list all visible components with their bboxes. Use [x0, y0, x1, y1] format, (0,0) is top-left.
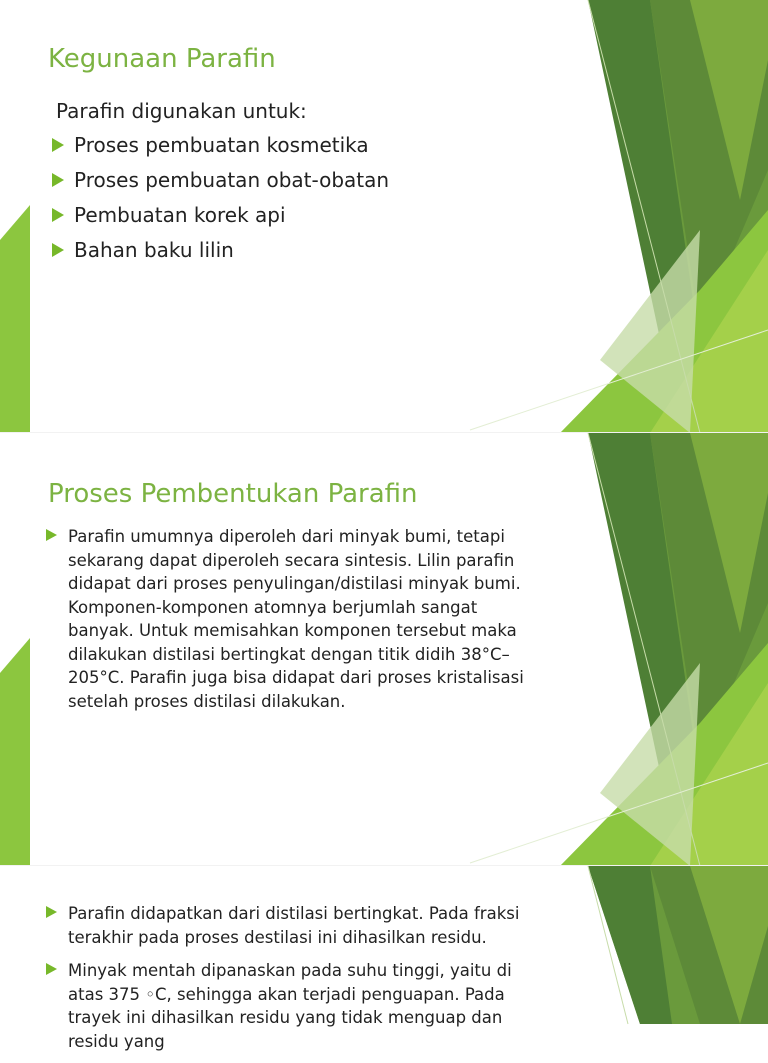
slide-title: Kegunaan Parafin: [48, 44, 276, 74]
list-item: Proses pembuatan obat-obatan: [52, 167, 389, 193]
slide-distilasi: [0, 866, 768, 1051]
triangle-bullet-icon: [52, 138, 64, 152]
slide-body: [46, 902, 548, 1063]
slide-body: [46, 525, 548, 723]
triangle-bullet-icon: [52, 243, 64, 257]
bullet-list: [52, 132, 389, 263]
triangle-bullet-icon: [46, 963, 57, 975]
slide-proses-pembentukan-parafin: [0, 433, 768, 866]
slide-title: Proses Pembentukan Parafin: [48, 479, 418, 509]
list-item: Minyak mentah dipanaskan pada suhu tinggi, yaitu di atas 375 ◦C, sehingga akan terjadi penguapan. Pada trayek ini dihasilkan residu yang tidak menguap dan residu yang: [46, 959, 548, 1053]
list-item: Bahan baku lilin: [52, 237, 389, 263]
triangle-bullet-icon: [52, 173, 64, 187]
triangle-bullet-icon: [46, 529, 57, 541]
bullet-list: [46, 902, 548, 1053]
slide-body: [52, 98, 389, 272]
bullet-list: [46, 525, 548, 713]
list-item: Pembuatan korek api: [52, 202, 389, 228]
intro-text: Parafin digunakan untuk:: [56, 99, 307, 123]
triangle-bullet-icon: [52, 208, 64, 222]
list-item: Parafin umumnya diperoleh dari minyak bumi, tetapi sekarang dapat diperoleh secara sintesis. Lilin parafin didapat dari proses penyulingan/distilasi minyak bumi. Komponen-komponen atomnya berjumlah sangat banyak. Untuk memisahkan komponen tersebut maka dilakukan distilasi bertingkat dengan titik didih 38°C–205°C. Parafin juga bisa didapat dari proses kristalisasi setelah proses distilasi dilakukan.: [46, 525, 548, 713]
triangle-bullet-icon: [46, 906, 57, 918]
list-item: Proses pembuatan kosmetika: [52, 132, 389, 158]
list-item: Parafin didapatkan dari distilasi bertingkat. Pada fraksi terakhir pada proses destilasi ini dihasilkan residu.: [46, 902, 548, 949]
slide-kegunaan-parafin: [0, 0, 768, 433]
